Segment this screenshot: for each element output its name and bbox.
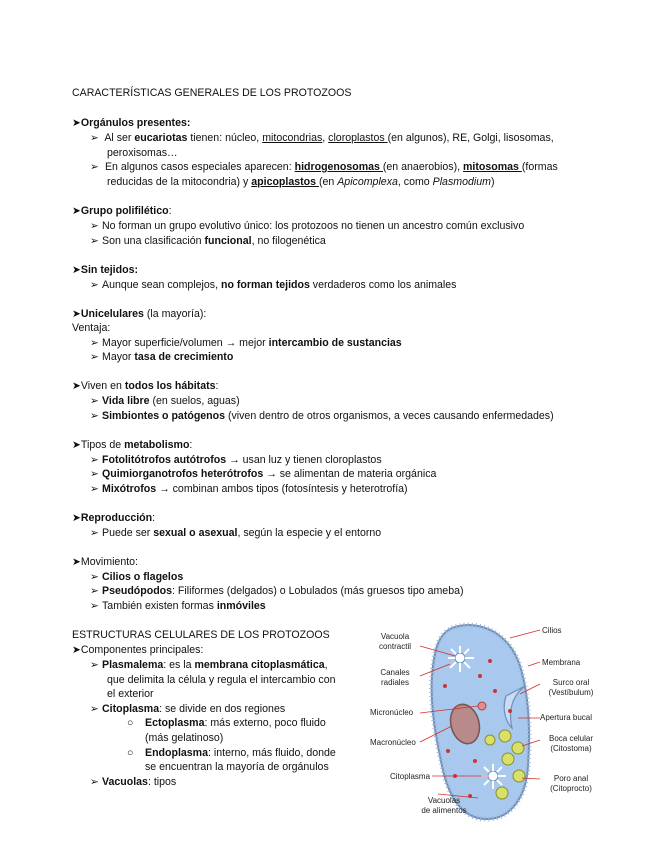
list-item: ➢ Simbiontes o patógenos (viven dentro de otros organismos, a veces causando enfermedades): [90, 410, 554, 422]
list-item: ➢ Fotolitótrofos autótrofos → usan luz y tienen cloroplastos: [90, 454, 382, 466]
list-item: ➢ Mayor superficie/volumen → mejor intercambio de sustancias: [90, 337, 402, 349]
paramecium-figure: [360, 616, 605, 826]
list-item: ➢ Pseudópodos: Filiformes (delgados) o Lobulados (más gruesos tipo ameba): [90, 585, 464, 597]
subheading: Ventaja:: [72, 322, 111, 334]
list-item-continuation: el exterior: [107, 688, 154, 700]
list-item: ➢ No forman un grupo evolutivo único: los protozoos no tienen un ancestro común exclusivo: [90, 220, 525, 232]
micronucleus: [478, 702, 486, 710]
list-item: ➢ Quimiorganotrofos heterótrofos → se alimentan de materia orgánica: [90, 468, 437, 480]
label-micronucleo: Micronúcleo: [370, 708, 414, 717]
list-item: ➢ Cilios o flagelos: [90, 571, 184, 583]
list-item-continuation: se encuentran la mayoría de orgánulos: [145, 761, 329, 773]
list-item: ➢ Mixótrofos → combinan ambos tipos (fotosíntesis y heterotrofía): [90, 483, 408, 495]
list-item-continuation: reducidas de la mitocondria) y apicoplastos (en Apicomplexa, como Plasmodium): [107, 176, 495, 188]
list-item: ➢ Mayor tasa de crecimiento: [90, 351, 234, 363]
page-title: CARACTERÍSTICAS GENERALES DE LOS PROTOZOOS: [72, 87, 352, 99]
section-componentes-heading: ➤Componentes principales:: [72, 644, 204, 656]
list-item: ➢ Puede ser sexual o asexual, según la especie y el entorno: [90, 527, 382, 539]
label-vacuolas-alimentos: Vacuolas de alimentos: [421, 796, 467, 815]
label-citoplasma: Citoplasma: [390, 772, 431, 781]
label-canales-radiales: Canales radiales: [380, 668, 410, 687]
list-item-continuation: peroxisomas…: [107, 147, 178, 159]
sub-list-item: ○ Endoplasma: interno, más fluido, donde: [127, 747, 336, 759]
label-surco-oral: Surco oral (Vestíbulum): [548, 678, 594, 697]
section-organulos-heading: ➤Orgánulos presentes:: [72, 117, 191, 129]
bullet: ➤: [72, 117, 81, 129]
section-reproduccion-heading: ➤Reproducción:: [72, 512, 156, 524]
section-polifiletico-heading: ➤Grupo polifilético:: [72, 205, 172, 217]
list-item: ➢ Vida libre (en suelos, aguas): [90, 395, 240, 407]
label-macronucleo: Macronúcleo: [370, 738, 416, 747]
label-cilios: Cilios: [542, 626, 562, 635]
list-item: ➢ En algunos casos especiales aparecen: hidrogenosomas (en anaerobios), mitosomas (formas: [90, 161, 558, 173]
section-unicelulares-heading: ➤Unicelulares (la mayoría):: [72, 308, 207, 320]
section-movimiento-heading: ➤Movimiento:: [72, 556, 138, 568]
section-estructuras-title: ESTRUCTURAS CELULARES DE LOS PROTOZOOS: [72, 629, 330, 641]
list-item: ➢ Vacuolas: tipos: [90, 776, 177, 788]
list-item: ➢ Aunque sean complejos, no forman tejidos verdaderos como los animales: [90, 279, 457, 291]
list-item: ➢ También existen formas inmóviles: [90, 600, 266, 612]
list-item: ➢ Son una clasificación funcional, no filogenética: [90, 235, 326, 247]
label-apertura-bucal: Apertura bucal: [540, 713, 593, 722]
section-metabolismo-heading: ➤Tipos de metabolismo:: [72, 439, 193, 451]
label-boca-celular: Boca celular (Citostoma): [548, 734, 594, 753]
label-poro-anal: Poro anal (Citoprocto): [550, 774, 592, 793]
label-vacuola-contractil: Vacuola contractil: [378, 632, 411, 651]
label-membrana: Membrana: [542, 658, 581, 667]
section-tejidos-heading: ➤Sin tejidos:: [72, 264, 138, 276]
cell-body: [432, 625, 529, 819]
list-item: ➢ Al ser eucariotas tienen: núcleo, mitocondrias, cloroplastos (en algunos), RE, Golgi, lisosomas,: [90, 132, 554, 144]
sub-list-item: ○ Ectoplasma: más externo, poco fluido: [127, 717, 326, 729]
list-item: ➢ Citoplasma: se divide en dos regiones: [90, 703, 286, 715]
list-item-continuation: (más gelatinoso): [145, 732, 224, 744]
list-item: ➢ Plasmalema: es la membrana citoplasmática,: [90, 659, 328, 671]
section-habitats-heading: ➤Viven en todos los hábitats:: [72, 380, 219, 392]
list-item-continuation: que delimita la célula y regula el intercambio con: [107, 674, 336, 686]
